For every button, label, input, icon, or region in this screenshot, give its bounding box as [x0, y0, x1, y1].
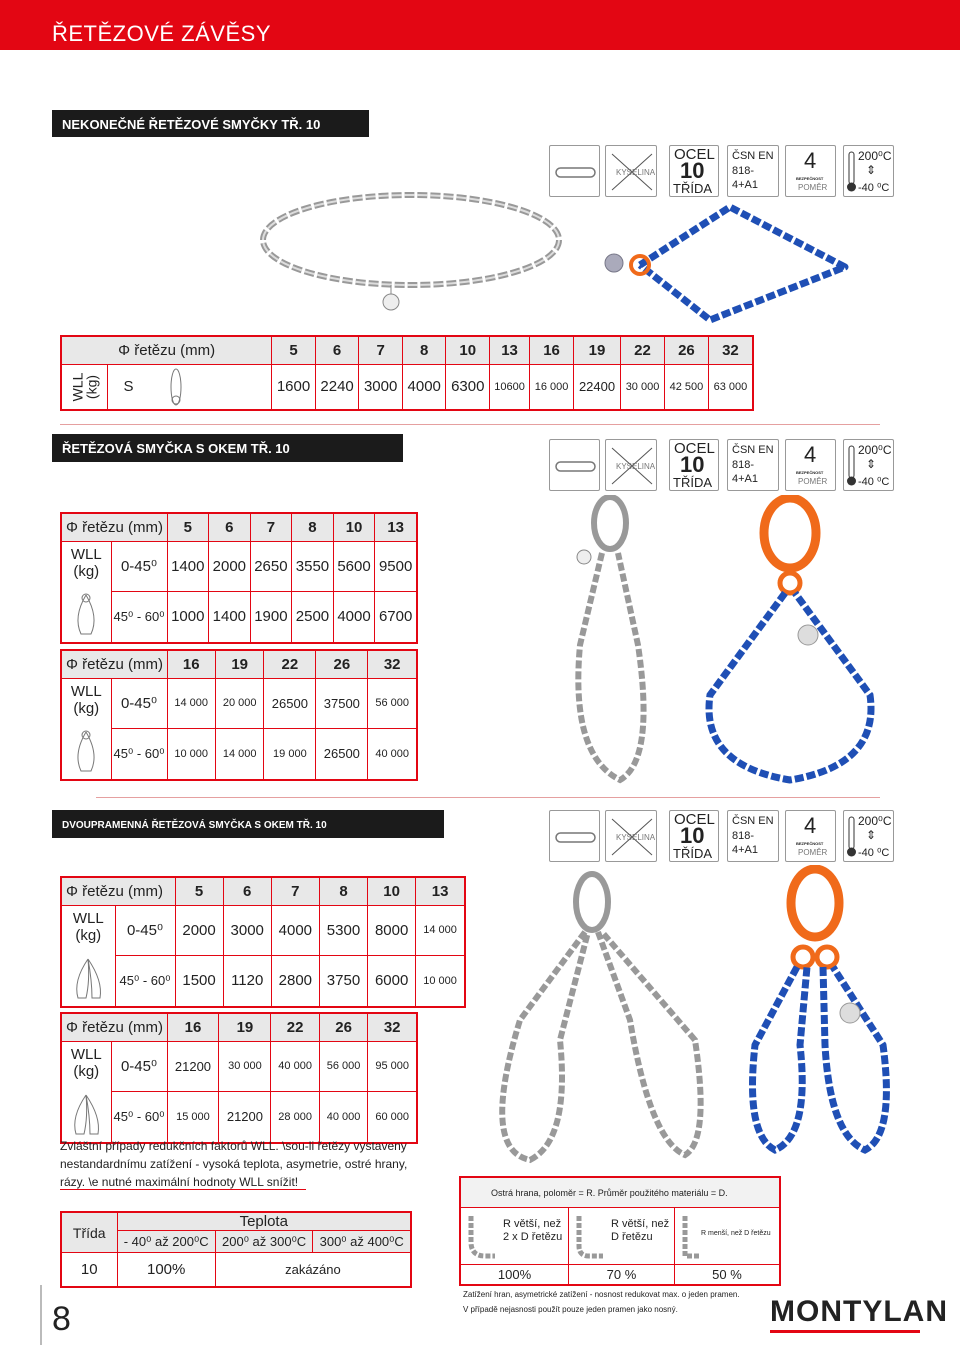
wll-value: 21200: [167, 1041, 219, 1091]
spec-icons-row-2: [549, 439, 894, 491]
wll-value: 42 500: [664, 364, 708, 410]
angle-label: 45⁰ - 60⁰: [111, 1091, 167, 1142]
wll-value: 37500: [316, 678, 368, 728]
size-cell: 32: [708, 336, 753, 364]
standard-number: 818-: [732, 830, 755, 842]
grade-label: TŘÍDA: [673, 846, 712, 861]
wll-value: 40 000: [319, 1091, 367, 1142]
safety-ratio-icon: [785, 439, 836, 491]
page-number: 8: [52, 1300, 71, 1338]
two-leg-sling-blue-image: [725, 865, 905, 1165]
temp-arrows-icon: ⇕: [866, 163, 877, 177]
edge-case-1: [461, 1208, 569, 1264]
ratio-label: POMĚR: [798, 848, 828, 857]
steel-label: OCEL: [674, 146, 715, 163]
grade-label: TŘÍDA: [673, 181, 712, 196]
loop-icon: [164, 367, 188, 407]
divider: [96, 797, 880, 798]
wll-value: 6000: [368, 955, 416, 1006]
wll-value: 9500: [375, 541, 417, 591]
two-leg-sling-icon: [70, 956, 106, 1002]
note-underline: [60, 1189, 306, 1190]
ratio-small-label: BEZPEČNOST: [796, 841, 824, 846]
diameter-header: Φ řetězu (mm): [61, 1013, 167, 1041]
section-title: ŘETĚZOVÁ SMYČKA S OKEM TŘ. 10: [62, 441, 290, 456]
wll-value: 40 000: [368, 728, 417, 779]
grade-number: 10: [680, 158, 705, 183]
standard-suffix: 4+A1: [732, 844, 758, 856]
standard-label: ČSN EN: [732, 444, 774, 456]
angle-label: 0-45⁰: [111, 678, 167, 728]
edge-case-label: R větší, než D řetězu: [611, 1218, 670, 1243]
temperature-header: Teplota: [117, 1212, 411, 1231]
section-title-bar: [52, 810, 444, 838]
footnote-1: Zatížení hran, asymetrické zatížení - nosnost redukovat max. o jeden pramen.: [463, 1290, 740, 1299]
wll-value: 8000: [368, 905, 416, 955]
wll-value: 20 000: [215, 678, 263, 728]
wll-value: 1120: [223, 955, 271, 1006]
wll-label: WLL (kg): [70, 545, 102, 580]
wll-value: 3550: [292, 541, 334, 591]
wll-value: 1400: [209, 591, 251, 642]
page-number-rule: [40, 1285, 42, 1345]
grade-label: TŘÍDA: [673, 475, 712, 490]
diameter-header: Φ řetězu (mm): [61, 336, 272, 364]
diameter-header: Φ řetězu (mm): [61, 877, 175, 905]
sling-type-label: S: [123, 377, 134, 395]
wll-value: 2240: [315, 364, 359, 410]
class-value: 10: [61, 1253, 117, 1287]
section-title-bar: [52, 434, 403, 462]
steel-label: OCEL: [674, 811, 715, 828]
wll-value: 1600: [272, 364, 316, 410]
brand-underline: [770, 1330, 920, 1333]
wll-value: 4000: [271, 905, 319, 955]
wll-value: 1900: [250, 591, 292, 642]
size-cell: 26: [319, 1013, 367, 1041]
wll-value: 2650: [250, 541, 292, 591]
ratio-label: POMĚR: [798, 183, 828, 192]
size-cell: 32: [368, 1013, 417, 1041]
size-cell: 8: [319, 877, 367, 905]
wll-value: 3750: [319, 955, 367, 1006]
edge-factor: 100%: [461, 1265, 569, 1284]
diameter-header: Φ řetězu (mm): [61, 513, 167, 541]
grade-number: 10: [680, 452, 705, 477]
wll-value: 28 000: [271, 1091, 319, 1142]
two-leg-sling-icon: [68, 1092, 104, 1138]
wll-value: 5300: [319, 905, 367, 955]
ratio-number: 4: [804, 148, 817, 173]
edge-case-2: [569, 1208, 675, 1264]
wll-value: 26500: [316, 728, 368, 779]
wll-value: 3000: [223, 905, 271, 955]
wll-value: 63 000: [708, 364, 753, 410]
ratio-number: 4: [804, 442, 817, 467]
page-title: ŘETĚZOVÉ ZÁVĚSY: [52, 21, 271, 46]
angle-label: 0-45⁰: [111, 541, 167, 591]
acid-label: KYSELINA: [616, 168, 656, 177]
standard-icon: [727, 810, 779, 862]
size-cell: 7: [250, 513, 292, 541]
ratio-small-label: BEZPEČNOST: [796, 470, 824, 475]
temp-high: 200⁰C: [858, 443, 892, 457]
eye-sling-icon: [71, 729, 101, 775]
wll-value: 2000: [209, 541, 251, 591]
wll-value: 4000: [402, 364, 446, 410]
sling-icon: [549, 439, 600, 491]
size-cell: 10: [446, 336, 490, 364]
wll-value: 14 000: [416, 905, 465, 955]
size-cell: 6: [315, 336, 359, 364]
acid-label: KYSELINA: [616, 833, 656, 842]
angle-label: 45⁰ - 60⁰: [111, 728, 167, 779]
edge-radius-icon: [465, 1212, 497, 1260]
size-cell: 13: [375, 513, 417, 541]
angle-label: 45⁰ - 60⁰: [111, 591, 167, 642]
edge-load-table: [459, 1176, 781, 1286]
brand-name: MONTYLAN: [770, 1295, 948, 1328]
acid-label: KYSELINA: [616, 462, 656, 471]
wll-label: WLL (kg): [72, 909, 104, 944]
size-cell: 10: [368, 877, 416, 905]
size-cell: 19: [215, 650, 263, 678]
temp-arrows-icon: ⇕: [866, 828, 877, 842]
size-cell: 32: [368, 650, 417, 678]
wll-label-cell: [61, 364, 107, 410]
temperature-icon: [843, 439, 894, 491]
standard-suffix: 4+A1: [732, 473, 758, 485]
size-cell: 7: [271, 877, 319, 905]
acid-prohibited-icon: [605, 145, 657, 197]
wll-value: 3000: [359, 364, 403, 410]
temp-high: 200⁰C: [858, 814, 892, 828]
footnote-2: V případě nejasnosti použít pouze jeden pramen jako nosný.: [463, 1305, 678, 1314]
spec-icons-row-1: [549, 145, 894, 197]
wll-cell: [61, 678, 111, 780]
diameter-header: Φ řetězu (mm): [61, 650, 167, 678]
class-header: Třída: [61, 1212, 117, 1253]
eye-sling-table-1: [60, 512, 418, 644]
temp-factor-value: 100%: [117, 1253, 215, 1287]
size-cell: 13: [416, 877, 465, 905]
spec-icons-row-3: [549, 810, 894, 862]
wll-value: 1400: [167, 541, 209, 591]
standard-suffix: 4+A1: [732, 179, 758, 191]
reduction-note: Zvláštní případy redukčních faktorů WLL. \sou-li řetězy vystaveny nestandardnímu zatížení - vysoká teplota, asymetrie, ostré hrany, rázy. \e nutné maximální hodnoty WLL snížit!: [60, 1139, 408, 1189]
edge-sharp-icon: [679, 1212, 703, 1260]
grade-number: 10: [680, 823, 705, 848]
eye-sling-table-2: [60, 649, 418, 781]
wll-value: 14 000: [167, 678, 215, 728]
wll-value: 1500: [175, 955, 223, 1006]
wll-value: 4000: [333, 591, 375, 642]
steel-grade-icon: [669, 439, 719, 491]
standard-label: ČSN EN: [732, 150, 774, 162]
wll-value: 60 000: [368, 1091, 417, 1142]
wll-value: 16 000: [530, 364, 574, 410]
two-leg-sling-table-2: [60, 1012, 418, 1144]
size-cell: 16: [167, 650, 215, 678]
eye-sling-grey-image: [560, 495, 670, 795]
size-cell: 19: [573, 336, 620, 364]
acid-prohibited-icon: [605, 810, 657, 862]
size-cell: 22: [621, 336, 665, 364]
size-cell: 5: [272, 336, 316, 364]
size-cell: 6: [223, 877, 271, 905]
edge-case-label: R větší, než 2 x D řetězu: [503, 1218, 563, 1243]
size-cell: 8: [292, 513, 334, 541]
wll-value: 30 000: [621, 364, 665, 410]
standard-label: ČSN EN: [732, 815, 774, 827]
steel-grade-icon: [669, 145, 719, 197]
safety-ratio-icon: [785, 145, 836, 197]
size-cell: 22: [271, 1013, 319, 1041]
edge-title-row: [461, 1178, 779, 1208]
angle-label: 0-45⁰: [111, 1041, 167, 1091]
temp-range-header: 300⁰ až 400⁰C: [313, 1231, 411, 1253]
size-cell: 19: [219, 1013, 271, 1041]
two-leg-sling-table-1: [60, 876, 466, 1008]
wll-value: 95 000: [368, 1041, 417, 1091]
standard-icon: [727, 145, 779, 197]
eye-sling-blue-image: [690, 495, 890, 795]
endless-sling-table: [60, 335, 754, 411]
edge-factor: 50 %: [712, 1267, 742, 1282]
ratio-label: POMĚR: [798, 477, 828, 486]
wll-value: 22400: [573, 364, 620, 410]
temp-range-header: 200⁰ až 300⁰C: [215, 1231, 313, 1253]
size-cell: 5: [175, 877, 223, 905]
wll-value: 56 000: [368, 678, 417, 728]
sling-type-cell: [107, 364, 272, 410]
steel-label: OCEL: [674, 440, 715, 457]
size-cell: 5: [167, 513, 209, 541]
temp-high: 200⁰C: [858, 149, 892, 163]
standard-number: 818-: [732, 165, 755, 177]
angle-label: 0-45⁰: [115, 905, 175, 955]
size-cell: 13: [490, 336, 530, 364]
wll-value: 21200: [219, 1091, 271, 1142]
temperature-table: [60, 1211, 412, 1288]
temp-factor-value: zakázáno: [215, 1253, 411, 1287]
wll-value: 40 000: [271, 1041, 319, 1091]
temp-low: -40 ⁰C: [858, 182, 890, 194]
section-title: NEKONEČNÉ ŘETĚZOVÉ SMYČKY TŘ. 10: [62, 117, 321, 132]
ratio-small-label: BEZPEČNOST: [796, 176, 824, 181]
wll-value: 26500: [264, 678, 316, 728]
wll-value: 14 000: [215, 728, 263, 779]
safety-ratio-icon: [785, 810, 836, 862]
wll-value: 5600: [333, 541, 375, 591]
wll-value: 10600: [490, 364, 530, 410]
brand-logo: [770, 1295, 948, 1329]
temp-low: -40 ⁰C: [858, 476, 890, 488]
edge-radius-icon: [573, 1212, 605, 1260]
wll-label: WLL (kg): [70, 682, 102, 717]
standard-icon: [727, 439, 779, 491]
wll-cell: [61, 905, 115, 1007]
steel-grade-icon: [669, 810, 719, 862]
eye-sling-icon: [71, 592, 101, 638]
wll-value: 2000: [175, 905, 223, 955]
wll-value: 6300: [446, 364, 490, 410]
two-leg-sling-grey-image: [480, 870, 720, 1170]
temp-range-header: - 40⁰ až 200⁰C: [117, 1231, 215, 1253]
sling-icon: [549, 810, 600, 862]
wll-value: 10 000: [167, 728, 215, 779]
section-title: DVOUPRAMENNÁ ŘETĚZOVÁ SMYČKA S OKEM TŘ. 10: [62, 820, 327, 831]
edge-case-label: R menší, než D řetězu: [701, 1230, 771, 1237]
edge-title: Ostrá hrana, poloměr = R. Průměr použitého materiálu = D.: [491, 1188, 728, 1198]
wll-value: 2800: [271, 955, 319, 1006]
size-cell: 10: [333, 513, 375, 541]
size-cell: 7: [359, 336, 403, 364]
page-header-bar: [0, 0, 960, 50]
temperature-icon: [843, 145, 894, 197]
wll-cell: [61, 541, 111, 643]
wll-value: 1000: [167, 591, 209, 642]
edge-case-3: [675, 1208, 779, 1264]
wll-value: 10 000: [416, 955, 465, 1006]
endless-chain-image: [256, 190, 576, 315]
wll-cell: [61, 1041, 111, 1143]
ratio-number: 4: [804, 813, 817, 838]
size-cell: 6: [209, 513, 251, 541]
standard-number: 818-: [732, 459, 755, 471]
divider: [60, 424, 880, 425]
wll-value: 56 000: [319, 1041, 367, 1091]
section-title-bar: [52, 110, 369, 137]
temp-arrows-icon: ⇕: [866, 457, 877, 471]
size-cell: 22: [264, 650, 316, 678]
wll-value: 19 000: [264, 728, 316, 779]
size-cell: 16: [530, 336, 574, 364]
wll-value: 2500: [292, 591, 334, 642]
wll-label: WLL (kg): [70, 1045, 102, 1080]
size-cell: 26: [664, 336, 708, 364]
size-cell: 8: [402, 336, 446, 364]
acid-prohibited-icon: [605, 439, 657, 491]
angle-label: 45⁰ - 60⁰: [115, 955, 175, 1006]
edge-factor: 70 %: [569, 1265, 675, 1284]
wll-label: WLL (kg): [69, 372, 100, 402]
size-cell: 26: [316, 650, 368, 678]
wll-value: 30 000: [219, 1041, 271, 1091]
wll-value: 6700: [375, 591, 417, 642]
temperature-icon: [843, 810, 894, 862]
temp-low: -40 ⁰C: [858, 847, 890, 859]
blue-endless-chain-image: [600, 195, 855, 330]
size-cell: 16: [167, 1013, 219, 1041]
wll-value: 15 000: [167, 1091, 219, 1142]
